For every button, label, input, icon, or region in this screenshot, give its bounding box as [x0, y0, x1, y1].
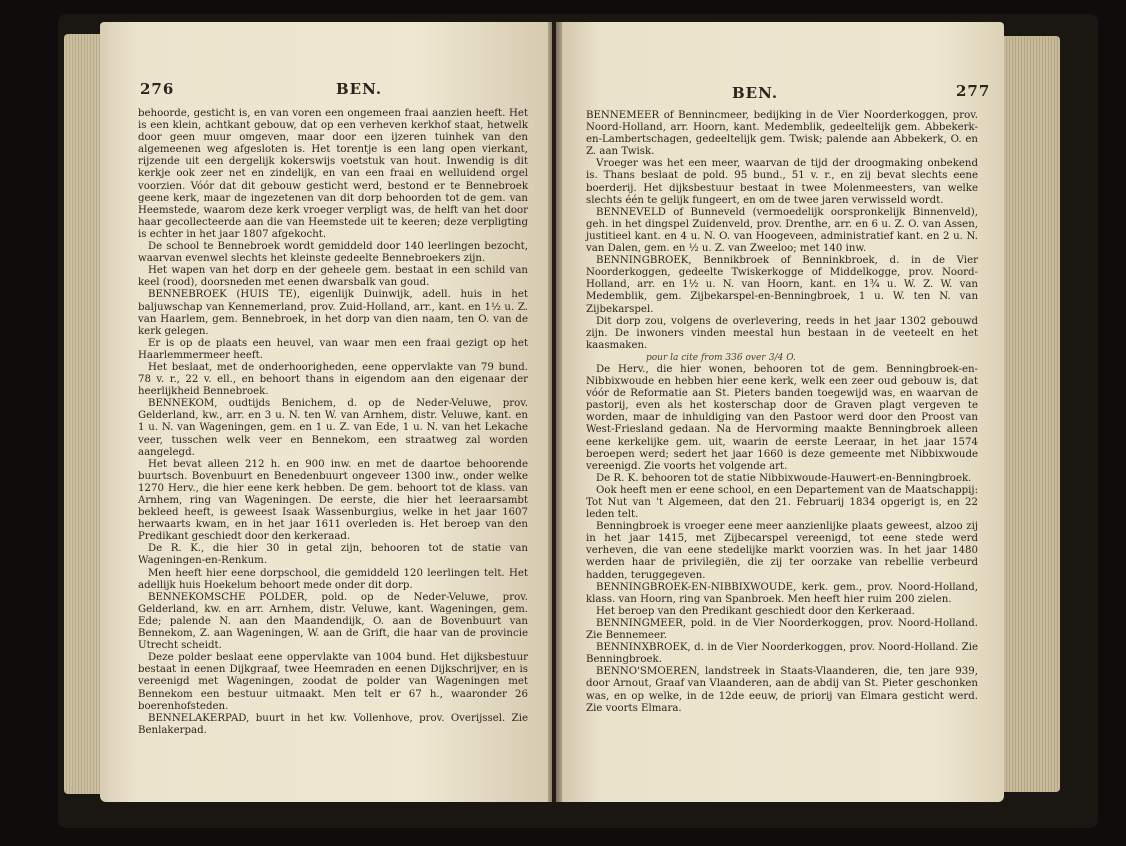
left-paragraph: BENNEBROEK (HUIS TE), eigenlijk Duinwijk, adell. huis in het baljuwschap van Kennemerland, prov. Zuid-Holland, arr., kant. en 1½ u. Z. van Haarlem, gem. Bennebroek, in het dorp van dien naam, ten O. van de kerk gelegen. [138, 289, 528, 337]
left-paragraph: Deze polder beslaat eene oppervlakte van 1004 bund. Het dijksbestuur bestaat in eenen Dijkgraaf, twee Heemraden en eenen Dijkschrijver, en is vereenigd met Wageningen, zoodat de polder van Wageningen met Bennekom een bestuur uitmaakt. Men telt er 67 h., waaronder 26 boerenhofsteden. [138, 652, 528, 712]
left-paragraph: Het wapen van het dorp en der geheele gem. bestaat in een schild van keel (rood), doorsneden met eenen dwarsbalk van goud. [138, 265, 528, 289]
left-paragraph: behoorde, gesticht is, en van voren een ongemeen fraai aanzien heeft. Het is een klein, achtkant gebouw, dat op een verheven kerkhof staat, hetwelk door geen muur omgeven, maar door een ijzeren tuinhek van den algemeenen weg afgesloten is. Het torentje is een lang open vierkant, rijzende uit een dergelijk kokerswijs voetstuk van hout. Inwendig is dit kerkje ook zeer net en zindelijk, en van een fraai en welluidend orgel voorzien. Vóór dat dit gebouw gesticht werd, bestond er te Bennebroek geene kerk, maar de ingezetenen van dit dorp behoorden tot de gem. van Heemstede, waarom deze kerk vroeger verpligt was, de helft van het door haar gecollecteerde aan die van Heemstede uit te keeren; deze verpligting is echter in het jaar 1807 afgekocht. [138, 108, 528, 240]
right-paragraph: BENNO'SMOEREN, landstreek in Staats-Vlaanderen, die, ten jare 939, door Arnout, Graaf van Vlaanderen, aan de abdij van St. Pieter geschonken was, en op welke, in de 12de eeuw, de priorij van Elmara gesticht werd. Zie voorts Elmara. [586, 666, 978, 714]
handwritten-note: pour la cite from 336 over [646, 352, 766, 363]
left-paragraph: Het beslaat, met de onderhoorigheden, eene oppervlakte van 79 bund. 78 v. r., 22 v. ell., en behoort thans in eigendom aan den eigenaar der heerlijkheid Bennebroek. [138, 361, 528, 398]
right-paragraph: BENNEVELD of Bunneveld (vermoedelijk oorspronkelijk Binnenveld), geh. in het dingspel Zuidenveld, prov. Drenthe, arr. en 6 u. Z. O. van Assen, justitieel kant. en 4 u. N. O. van Hoogeveen, administratief kant. en 2 u. N. van Dalen, gem. en ½ u. Z. van Zweeloo; met 140 inw. [586, 206, 978, 255]
right-paragraph: Het beroep van den Predikant geschiedt door den Kerkeraad. [596, 605, 915, 617]
right-page [556, 22, 1004, 802]
right-paragraph: Benningbroek is vroeger eene meer aanzienlijke plaats geweest, alzoo zij in het jaar 1415, met Zijbecarspel vereenigd, tot eene stede werd verheven, die van eene stedelijke markt voorzien was. In het jaar 1480 werden haar de privilegiën, die zij ter oorzake van rebellie verbeurd hadden, teruggegeven. [586, 521, 978, 581]
left-paragraph: BENNEKOM, oudtijds Benichem, d. op de Neder-Veluwe, prov. Gelderland, kw., arr. en 3 u. N. ten W. van Arnhem, distr. Veluwe, kant. en 1 u. N. van Wageningen, gem. en 1 u. Z. van Ede, 1 u. N. van het Lekache veer, tusschen welk veer en Bennekom, een straatweg zal worden aangelegd. [138, 398, 528, 458]
page-edges-right [1004, 36, 1060, 792]
right-paragraph: BENNEMEER of Bennincmeer, bedijking in de Vier Noorderkoggen, prov. Noord-Holland, arr. Hoorn, kant. Medemblik, gedeeltelijk gem. Abbekerk-en-Lambertschagen, gedeeltelijk gem. Twisk; palende aan Abbekerk, O. en Z. aan Twisk. [586, 110, 978, 158]
handwritten-insert: 3/4 O. [768, 352, 796, 363]
right-paragraph: Dit dorp zou, volgens de overlevering, reeds in het jaar 1302 gebouwd zijn. De inwoners vinden meestal hun bestaan in de veeteelt en het kaasmaken. [586, 315, 978, 351]
left-running-head: BEN. [336, 80, 383, 98]
left-paragraph: De school te Bennebroek wordt gemiddeld door 140 leerlingen bezocht, waarvan evenwel slechts het kleinste gedeelte Bennebroekers zijn. [138, 241, 528, 265]
left-page [100, 22, 552, 802]
right-paragraph: De R. K. behooren tot de statie Nibbixwoude-Hauwert-en-Benningbroek. [596, 472, 972, 484]
right-paragraph: De Herv., die hier wonen, behooren tot de gem. Benningbroek-en-Nibbixwoude en hebben hier eene kerk, welk een zeer oud gebouw is, dat vóór de Reformatie aan St. Pieters banden toegewijd was, en waarvan de pastorij, even als het kosterschap door de Graven plagt vergeven te worden, maar de inhuldiging van den Pastoor werd door den Proost van West-Friesland gedaan. Na de Hervorming maakte Benningbroek alleen eene kerkelijke gem. uit, waarin de eerste Leeraar, in het jaar 1574 beroepen werd; sedert het jaar 1660 is deze gemeente met Nibbixwoude vereenigd. Zie voorts het volgende art. [586, 363, 978, 472]
right-paragraph: BENNINGBROEK, Bennikbroek of Benninkbroek, d. in de Vier Noorderkoggen, gedeelte Twiskerkogge of Middelkogge, prov. Noord-Holland, arr. en 1½ u. N. van Hoorn, kant. en 1¾ u. W. Z. W. van Medemblik, gem. Zijbekarspel-en-Benningbroek, 1 u. W. ten N. van Zijbekarspel. [586, 255, 978, 315]
left-paragraph: BENNEKOMSCHE POLDER, pold. op de Neder-Veluwe, prov. Gelderland, kw. en arr. Arnhem, distr. Veluwe, kant. Wageningen, gem. Ede; palende N. aan den Maandendijk, O. aan de Bovenbuurt van Bennekom, Z. aan Wageningen, W. aan de Grift, die haar van de provincie Utrecht scheidt. [138, 591, 528, 652]
left-paragraph: Het bevat alleen 212 h. en 900 inw. en met de daartoe behoorende buurtsch. Bovenbuurt en Benedenbuurt ongeveer 1300 inw., onder welke 1270 Herv., die hier eene kerk hebben. De gem. behoort tot de klass. van Arnhem, ring van Wageningen. De eerste, die hier het leeraarsambt bekleed heeft, is geweest Isaak Wassenburgius, welke in het jaar 1607 herwaarts kwam, en in het jaar 1611 overleden is. Het beroep van den Predikant geschiedt door den kerkeraad. [138, 458, 528, 543]
right-page-number: 277 [956, 82, 991, 100]
right-paragraph: Ook heeft men er eene school, en een Departement van de Maatschappij: Tot Nut van 't Algemeen, dat den 21. Februarij 1834 opgerigt is, en 22 leden telt. [586, 484, 978, 521]
right-paragraph: BENNINGMEER, pold. in de Vier Noorderkoggen, prov. Noord-Holland. Zie Bennemeer. [586, 617, 978, 642]
right-text-column [586, 110, 978, 715]
left-paragraph: Er is op de plaats een heuvel, van waar men een fraai gezigt op het Haarlemmermeer heeft. [138, 337, 528, 361]
right-paragraph: BENNINGBROEK-EN-NIBBIXWOUDE, kerk. gem., prov. Noord-Holland, klass. van Hoorn, ring van Spanbroek. Men heeft hier ruim 200 zielen. [586, 581, 978, 605]
left-text-column [138, 108, 528, 737]
left-paragraph: De R. K., die hier 30 in getal zijn, behooren tot de statie van Wageningen-en-Renkum. [138, 543, 528, 567]
right-paragraph: BENNINXBROEK, d. in de Vier Noorderkoggen, prov. Noord-Holland. Zie Benningbroek. [586, 642, 978, 666]
left-page-number: 276 [140, 80, 175, 98]
left-paragraph: BENNELAKERPAD, buurt in het kw. Vollenhove, prov. Overijssel. Zie Benlakerpad. [138, 712, 528, 736]
right-paragraph: Vroeger was het een meer, waarvan de tijd der droogmaking onbekend is. Thans beslaat de pold. 95 bund., 51 v. r., en zij bevat slechts eene boerderij. Het dijksbestuur bestaat in twee Molenmeesters, van welke slechts één te gelijk fungeert, en om de twee jaren verwisseld wordt. [586, 158, 978, 206]
book-gutter [548, 22, 562, 802]
left-paragraph: Men heeft hier eene dorpschool, die gemiddeld 120 leerlingen telt. Het adellijk huis Hoekelum behoort mede onder dit dorp. [138, 567, 528, 591]
right-running-head: BEN. [732, 84, 779, 102]
page-edges-left [64, 34, 102, 794]
